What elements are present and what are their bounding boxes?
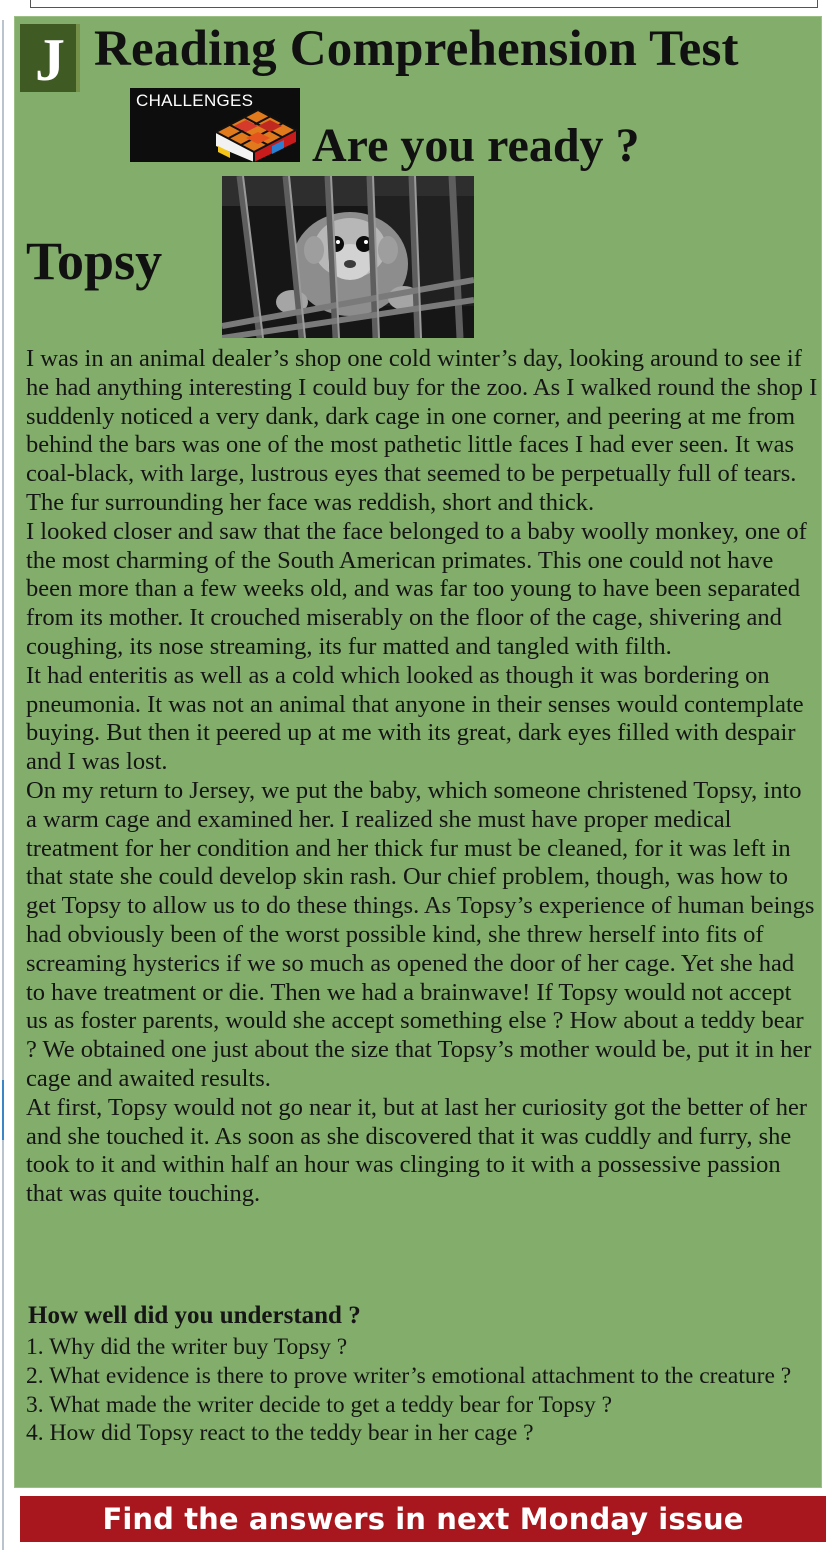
section-badge: J (20, 24, 80, 92)
question-item: 3. What made the writer decide to get a teddy bear for Topsy ? (26, 1391, 613, 1418)
article-paragraph-3: It had enteritis as well as a cold which looked as though it was bordering on pneumonia. It was not an animal that anyone in their senses would contemplate buying. But then it peered up at me with its great, dark eyes filled with despair and I was lost. (26, 661, 804, 776)
top-strip (0, 0, 832, 14)
rubiks-cube-icon (206, 106, 300, 162)
questions-list (26, 1333, 816, 1448)
page-title: Reading Comprehension Test (94, 21, 739, 77)
article-paragraph-5: At first, Topsy would not go near it, but at last her curiosity got the better of her and she touched it. As soon as she discovered that it was cuddly and furry, she took to it and within half an hour was clinging to it with a possessive passion that was quite touching. (26, 1093, 807, 1208)
subtitle-are-you-ready: Are you ready ? (312, 119, 640, 172)
questions-heading: How well did you understand ? (28, 1302, 361, 1329)
answers-footer-banner: Find the answers in next Monday issue (20, 1496, 826, 1542)
article-paragraph-1: I was in an animal dealer’s shop one cold winter’s day, looking around to see if he had anything interesting I could buy for the zoo. As I walked round the shop I suddenly noticed a very dank, dark cage in one corner, and peering at me from behind the bars was one of the most pathetic little faces I had ever seen. It was coal-black, with large, lustrous eyes that seemed to be perpetually full of tears. The fur surrounding her face was reddish, short and thick. (26, 345, 818, 516)
article-paragraph-2: I looked closer and saw that the face belonged to a baby woolly monkey, one of the most charming of the South American primates. This one could not have been more than a few weeks old, and was far too young to have been separated from its mother. It crouched miserably on the floor of the cage, shivering and coughing, its nose streaming, its fur matted and tangled with filth. (26, 517, 807, 660)
left-page-rule (2, 20, 4, 1550)
question-item: 4. How did Topsy react to the teddy bear in her cage ? (26, 1420, 534, 1447)
article-body (26, 345, 818, 1209)
challenges-logo-label: CHALLENGES (136, 91, 254, 110)
top-frame-edge (30, 0, 818, 8)
question-item: 1. Why did the writer buy Topsy ? (26, 1334, 348, 1360)
article-title: Topsy (26, 231, 163, 291)
article-paragraph-4: On my return to Jersey, we put the baby, which someone christened Topsy, into a warm cage and examined her. I realized she must have proper medical treatment for her condition and her thick fur must be cleaned, for it was left in that state she could develop skin rash. Our chief problem, though, was how to get Topsy to allow us to do these things. As Topsy’s experience of human beings had obviously been of the worst possible kind, she threw herself into fits of screaming hysterics if we so much as opened the door of her cage. Yet she had to have treatment or die. Then we had a brainwave! If Topsy would not accept us as foster parents, would she accept something else ? How about a teddy bear ? We obtained one just about the size that Topsy’s mother would be, put it in her cage and awaited results. (26, 776, 815, 1092)
challenges-logo (130, 88, 300, 162)
left-page-marker (2, 1080, 4, 1140)
caged-monkey-photo (222, 176, 474, 338)
question-item: 2. What evidence is there to prove writer’s emotional attachment to the creature ? (26, 1362, 792, 1389)
